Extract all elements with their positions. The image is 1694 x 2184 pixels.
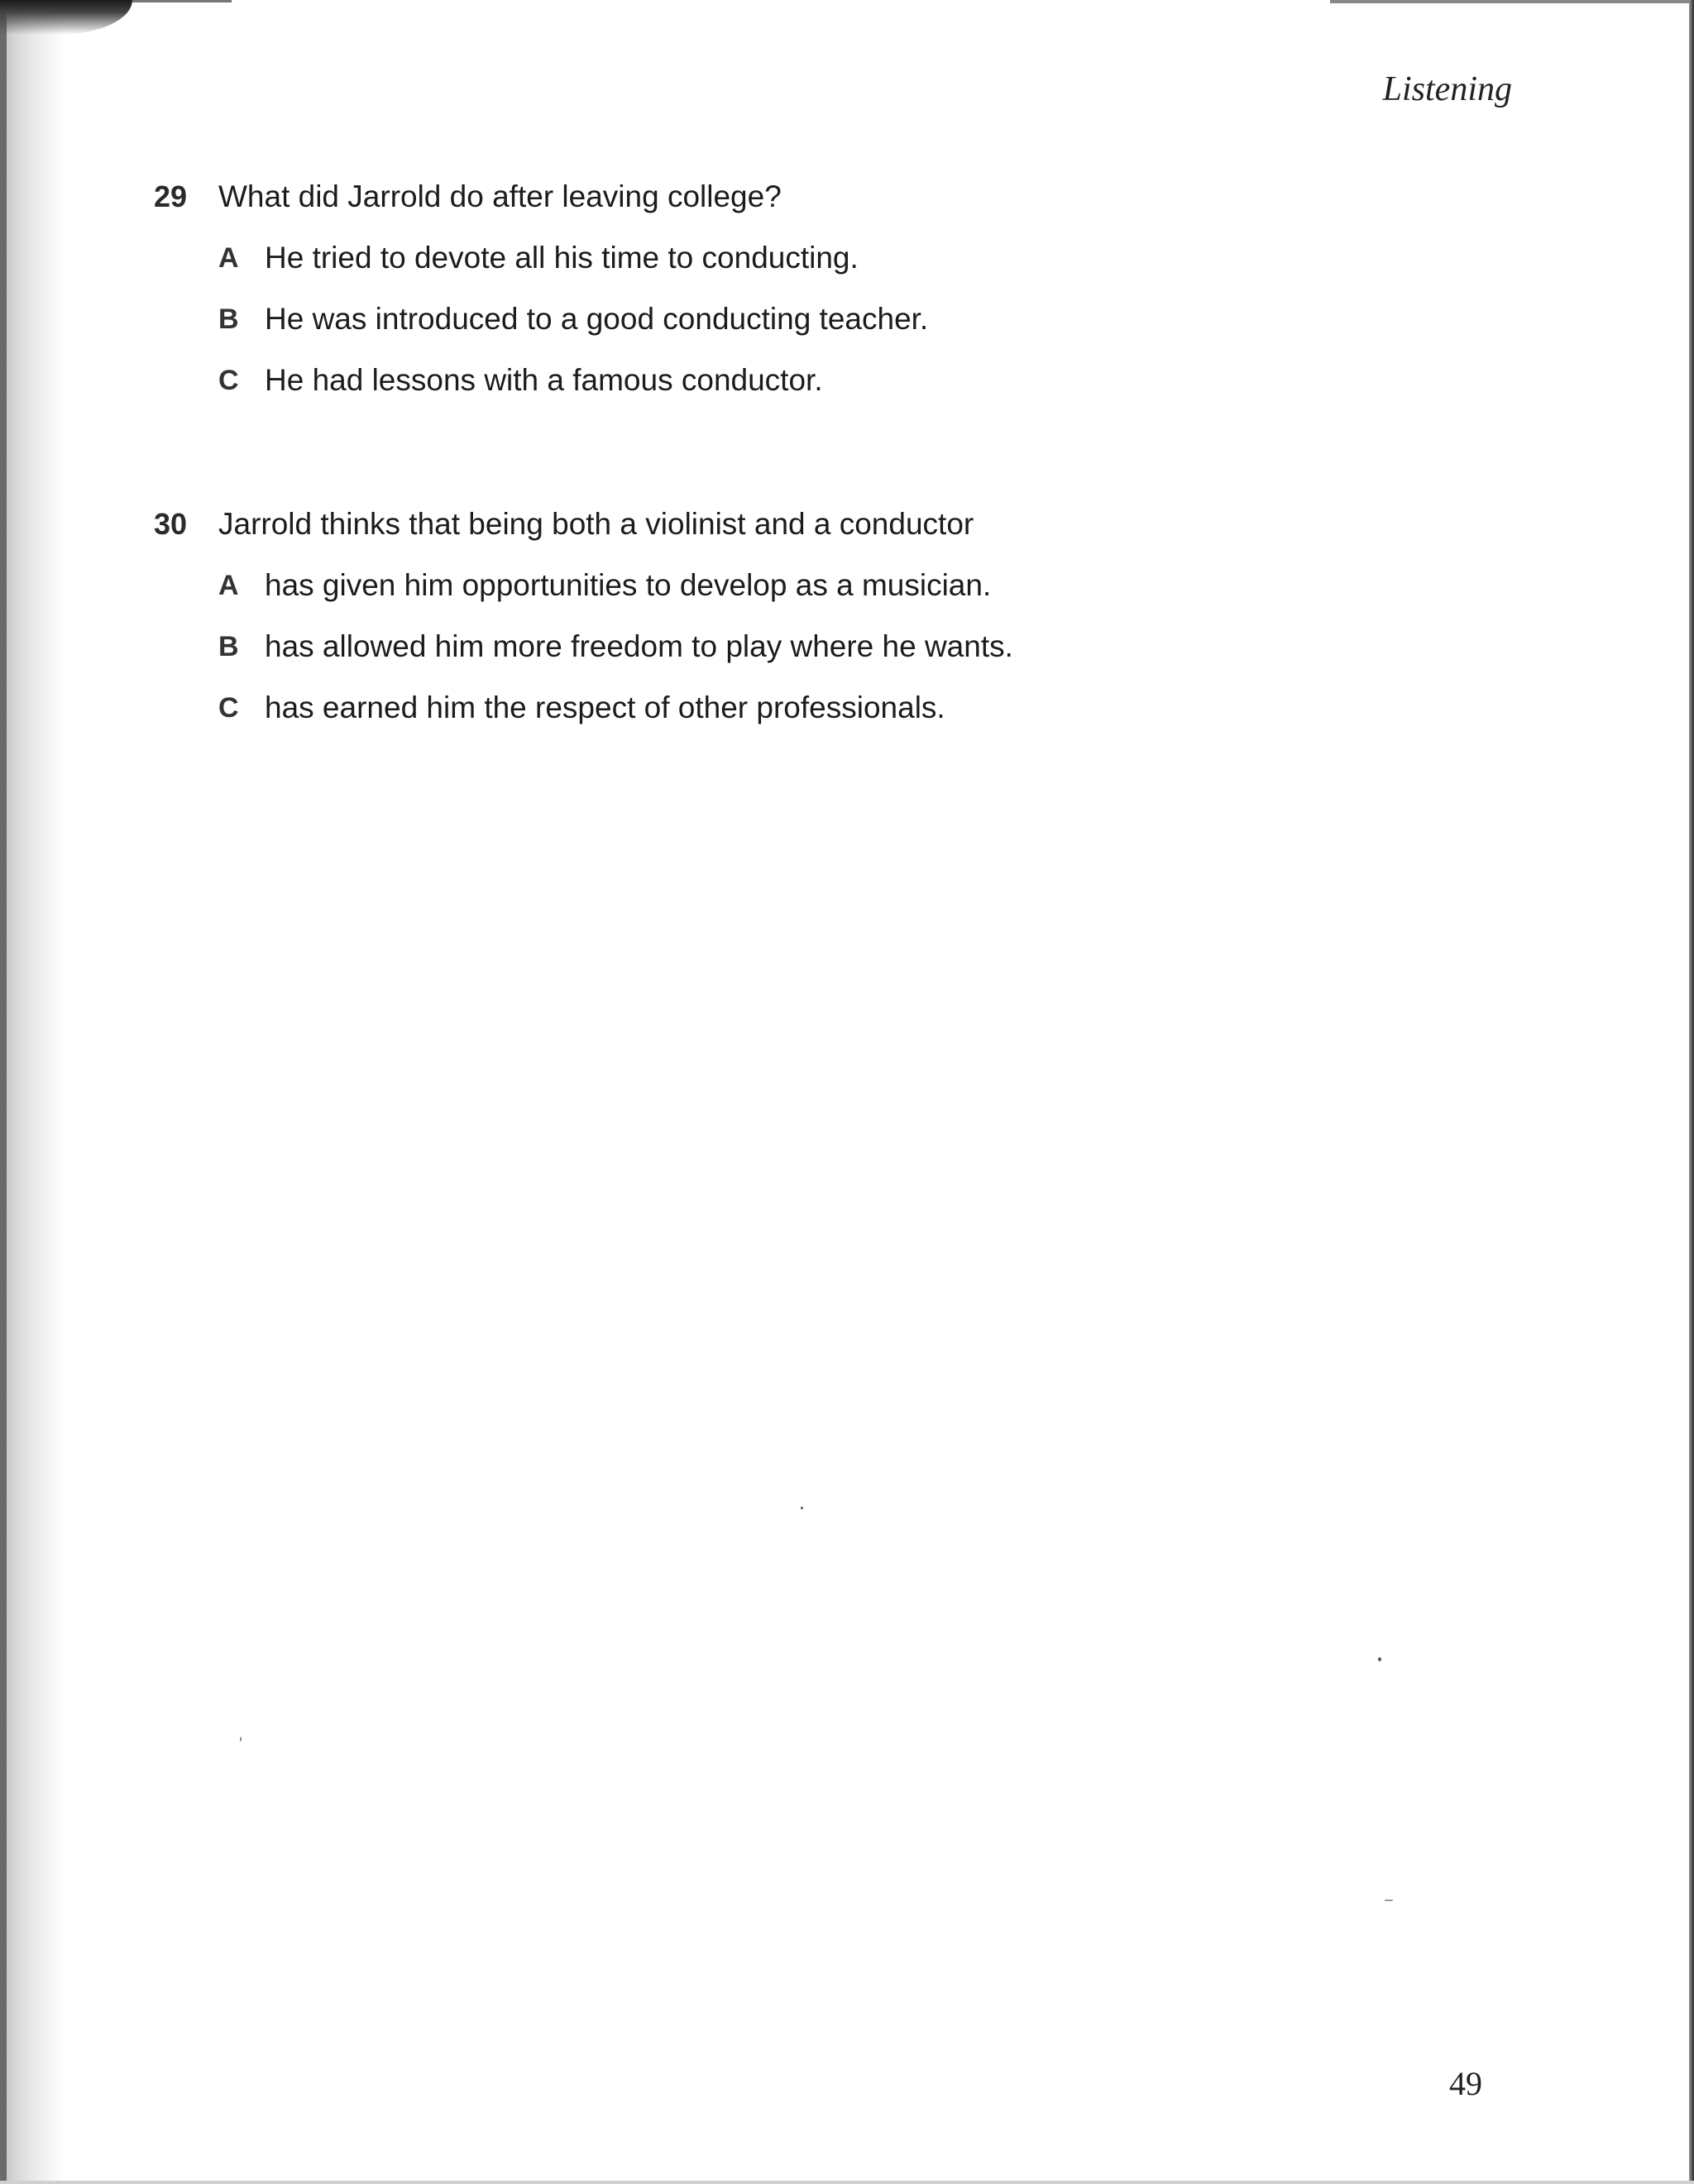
page-corner-shadow <box>0 0 132 35</box>
option-letter: C <box>218 692 239 724</box>
bottom-page-edge <box>0 2181 1694 2184</box>
scan-speck <box>1378 1657 1381 1661</box>
scan-speck <box>801 1507 803 1509</box>
question-number: 29 <box>154 179 188 213</box>
option-letter: A <box>218 570 239 601</box>
option-text: He tried to devote all his time to conducting. <box>265 241 859 275</box>
running-head-section-title: Listening <box>1382 70 1512 108</box>
right-page-edge <box>1689 0 1694 2184</box>
option-text: has earned him the respect of other professionals. <box>265 691 945 724</box>
binding-edge <box>0 0 7 2184</box>
top-edge-line <box>132 0 232 2</box>
scan-speck <box>1385 1900 1393 1901</box>
option-text: has allowed him more freedom to play where he wants. <box>265 629 1013 663</box>
option-letter: C <box>218 365 239 396</box>
binding-shadow <box>0 0 65 2184</box>
question-number: 30 <box>154 507 188 541</box>
option-text: He was introduced to a good conducting teacher. <box>265 302 929 336</box>
question-text: What did Jarrold do after leaving college? <box>218 179 782 213</box>
option-letter: B <box>218 631 239 662</box>
scan-speck <box>240 1737 242 1742</box>
option-text: has given him opportunities to develop as a musician. <box>265 568 992 602</box>
option-text: He had lessons with a famous conductor. <box>265 363 823 397</box>
option-letter: B <box>218 303 239 335</box>
option-letter: A <box>218 242 239 274</box>
question-text: Jarrold thinks that being both a violinist and a conductor <box>218 507 974 541</box>
top-right-edge-line <box>1330 0 1694 3</box>
page-number: 49 <box>1449 2065 1482 2102</box>
